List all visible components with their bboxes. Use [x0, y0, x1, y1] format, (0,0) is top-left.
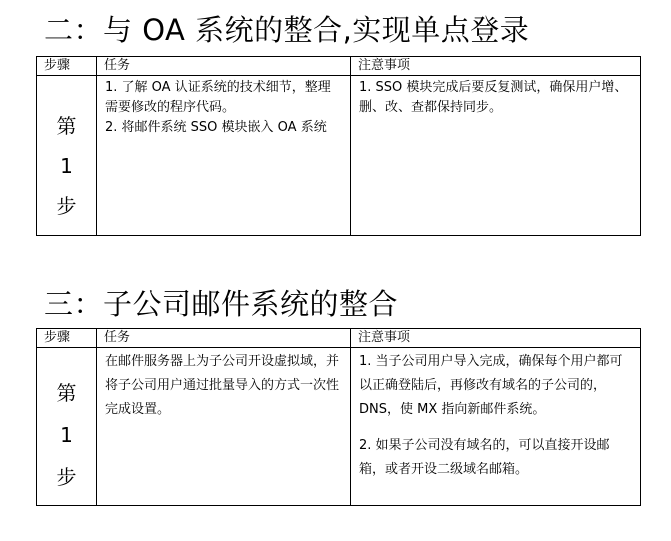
notes-cell — [351, 76, 641, 236]
section-2-table — [36, 56, 641, 236]
step-char-1: 第 — [56, 381, 77, 405]
task-cell — [97, 76, 351, 236]
table-row — [37, 76, 641, 236]
table-row — [37, 348, 641, 506]
section-3-heading: 三：子公司邮件系统的整合 — [44, 287, 399, 321]
table-header-row — [37, 57, 641, 76]
note-line-2: 2. 如果子公司没有域名的，可以直接开设邮箱，或者开设二级域名邮箱。 — [359, 438, 610, 477]
column-header-notes: 注意事项 — [351, 57, 641, 76]
column-header-step: 步骤 — [37, 329, 97, 348]
step-char-1: 第 — [56, 114, 77, 138]
task-line-1: 在邮件服务器上为子公司开设虚拟域，并将子公司用户通过批量导入的方式一次性完成设置。 — [105, 354, 340, 417]
step-char-2: 步 — [56, 465, 77, 489]
task-cell — [97, 348, 351, 506]
table-header-row — [37, 329, 641, 348]
task-line-1: 1. 了解 OA 认证系统的技术细节，整理需要修改的程序代码。 — [105, 80, 331, 115]
step-char-2: 步 — [56, 194, 77, 218]
step-number: 1 — [60, 154, 73, 178]
note-line-1: 1. 当子公司用户导入完成，确保每个用户都可以正确登陆后，再修改有域名的子公司的，DNS，使 MX 指向新邮件系统。 — [359, 354, 623, 417]
notes-cell — [351, 348, 641, 506]
column-header-notes: 注意事项 — [351, 329, 641, 348]
section-3-table — [36, 328, 641, 506]
step-label — [37, 348, 97, 506]
column-header-task: 任务 — [97, 57, 351, 76]
note-line-1: 1. SSO 模块完成后要反复测试，确保用户增、删、改、查都保持同步。 — [359, 80, 628, 115]
step-number: 1 — [60, 423, 73, 447]
section-2-heading: 二：与 OA 系统的整合,实现单点登录 — [44, 13, 530, 47]
task-line-2: 2. 将邮件系统 SSO 模块嵌入 OA 系统 — [105, 120, 327, 135]
column-header-task: 任务 — [97, 329, 351, 348]
column-header-step: 步骤 — [37, 57, 97, 76]
step-label — [37, 76, 97, 236]
